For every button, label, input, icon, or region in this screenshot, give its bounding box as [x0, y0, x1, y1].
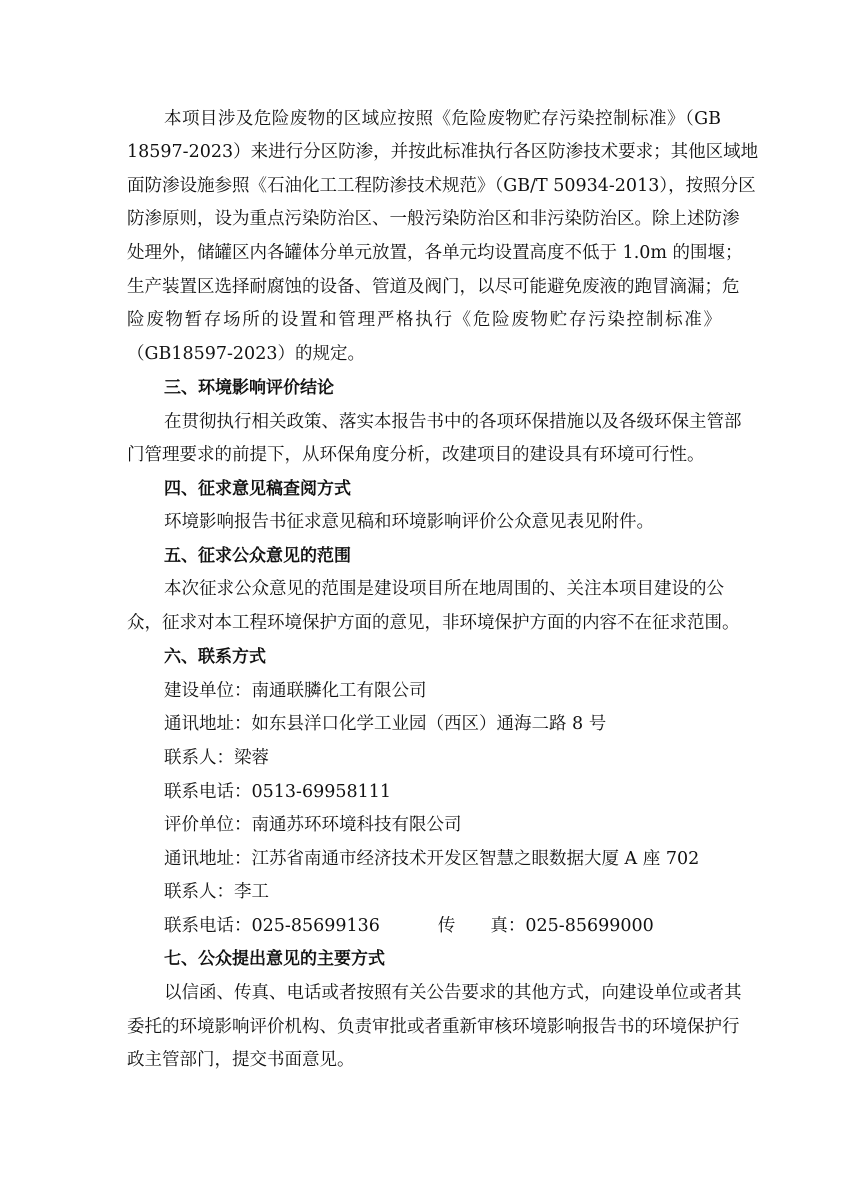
- paragraph-line: 门管理要求的前提下，从环保角度分析，改建项目的建设具有环境可行性。: [127, 445, 705, 465]
- evaluator-contact: 联系人：李工: [164, 882, 269, 902]
- evaluator-phone: 联系电话：025-85699136: [164, 916, 380, 936]
- section-heading: 五、征求公众意见的范围: [164, 546, 351, 566]
- paragraph-line: 本次征求公众意见的范围是建设项目所在地周围的、关注本项目建设的公: [164, 579, 724, 599]
- builder-phone: 联系电话：0513-69958111: [164, 782, 392, 802]
- builder-unit: 建设单位：南通联膦化工有限公司: [164, 681, 427, 701]
- section-heading: 四、征求意见稿查阅方式: [164, 479, 351, 499]
- paragraph-line: 防渗原则，设为重点污染防治区、一般污染防治区和非污染防治区。除上述防渗: [127, 209, 740, 229]
- section-heading: 六、联系方式: [164, 647, 266, 667]
- evaluator-contact-numbers: [164, 915, 654, 937]
- paragraph-line: 政主管部门，提交书面意见。: [127, 1050, 355, 1070]
- paragraph-line: 环境影响报告书征求意见稿和环境影响评价公众意见表见附件。: [164, 512, 654, 532]
- section-heading: 七、公众提出意见的主要方式: [164, 949, 385, 969]
- paragraph-line: 面防渗设施参照《石油化工工程防渗技术规范》（GB/T 50934-2013），按照分区: [127, 176, 756, 196]
- paragraph-line: 委托的环境影响评价机构、负责审批或者重新审核环境影响报告书的环境保护行: [127, 1017, 740, 1037]
- section-heading: 三、环境影响评价结论: [164, 378, 334, 398]
- paragraph-line: 险废物暂存场所的设置和管理严格执行《危险废物贮存污染控制标准》: [127, 310, 721, 330]
- paragraph-line: （GB18597-2023）的规定。: [127, 344, 365, 364]
- paragraph-line: 18597-2023）来进行分区防渗，并按此标准执行各区防渗技术要求；其他区域地: [127, 142, 759, 162]
- paragraph-line: 生产装置区选择耐腐蚀的设备、管道及阀门，以尽可能避免废液的跑冒滴漏；危: [127, 277, 740, 297]
- builder-address: 通讯地址：如东县洋口化学工业园（西区）通海二路 8 号: [164, 714, 607, 734]
- builder-contact: 联系人：梁蓉: [164, 748, 269, 768]
- paragraph-line: 在贯彻执行相关政策、落实本报告书中的各项环保措施以及各级环保主管部: [164, 412, 742, 432]
- evaluator-unit: 评价单位：南通苏环环境科技有限公司: [164, 815, 462, 835]
- paragraph-line: 以信函、传真、电话或者按照有关公告要求的其他方式，向建设单位或者其: [164, 983, 742, 1003]
- evaluator-address: 通讯地址：江苏省南通市经济技术开发区智慧之眼数据大厦 A 座 702: [164, 849, 700, 869]
- evaluator-fax: 传 真：025-85699000: [437, 916, 654, 936]
- paragraph-line: 本项目涉及危险废物的区域应按照《危险废物贮存污染控制标准》（GB: [164, 109, 721, 129]
- paragraph-line: 众，征求对本工程环境保护方面的意见，非环境保护方面的内容不在征求范围。: [127, 613, 740, 633]
- paragraph-line: 处理外，储罐区内各罐体分单元放置，各单元均设置高度不低于 1.0m 的围堰；: [127, 243, 743, 263]
